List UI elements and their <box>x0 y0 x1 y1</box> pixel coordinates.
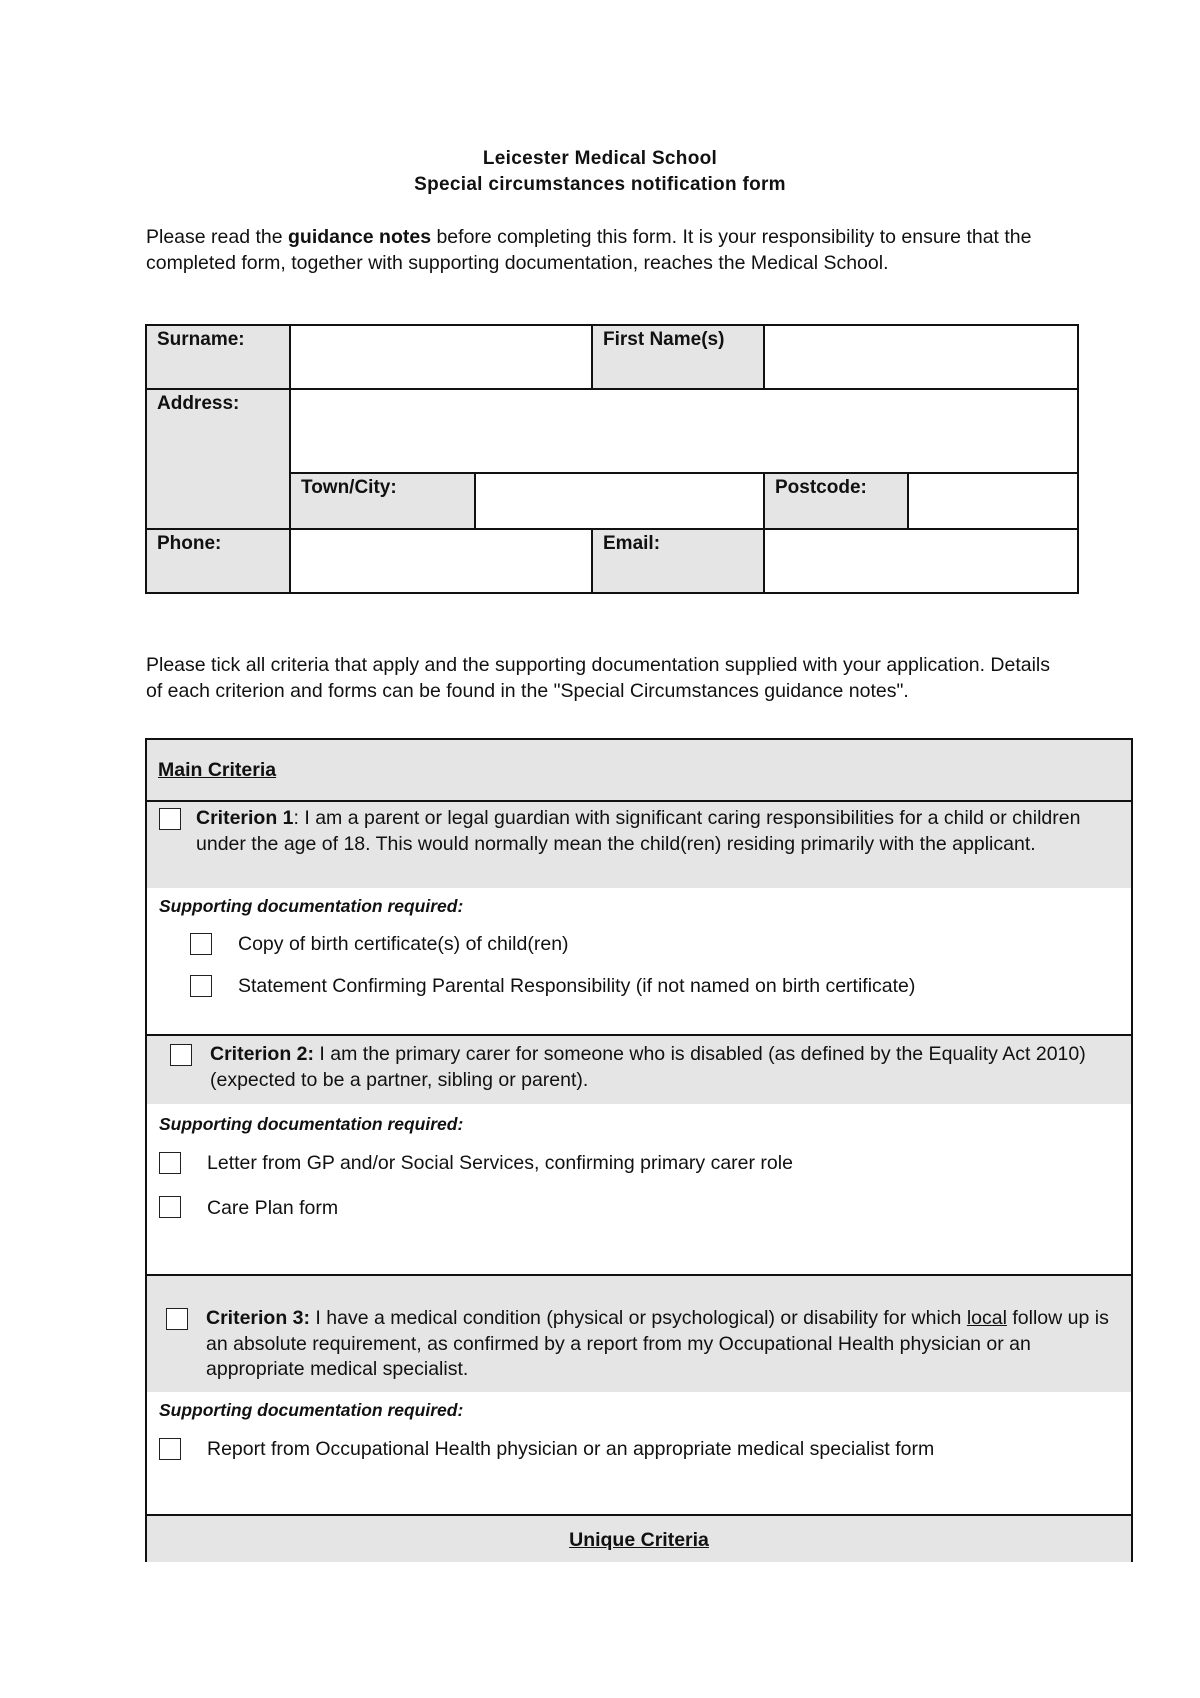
town-city-label: Town/City: <box>290 473 475 529</box>
doc-care-plan-checkbox[interactable] <box>159 1196 181 1218</box>
surname-field[interactable] <box>290 325 592 389</box>
doc-gp-letter: Letter from GP and/or Social Services, confirming primary carer role <box>207 1152 793 1174</box>
doc-birth-certificate: Copy of birth certificate(s) of child(ren) <box>238 933 569 955</box>
criterion-1-description: : I am a parent or legal guardian with significant caring responsibilities for a child or children under the age of 18. This would normally mean the child(ren) residing primarily with the applicant. <box>196 807 1081 855</box>
criterion-1-text <box>196 806 1126 857</box>
school-name: Leicester Medical School <box>482 148 718 169</box>
surname-label: Surname: <box>146 325 290 389</box>
town-city-field[interactable] <box>475 473 764 529</box>
doc-occupational-health-checkbox[interactable] <box>159 1438 181 1460</box>
address-label: Address: <box>146 389 290 529</box>
doc-parental-responsibility: Statement Confirming Parental Responsibility (if not named on birth certificate) <box>238 975 916 997</box>
criterion-2-checkbox[interactable] <box>170 1044 192 1066</box>
postcode-label: Postcode: <box>764 473 908 529</box>
criterion-2-text <box>210 1042 1122 1093</box>
criterion-3-local-emphasis: local <box>966 1307 1007 1329</box>
divider <box>145 1034 1133 1036</box>
divider <box>145 800 1133 802</box>
doc-occupational-health: Report from Occupational Health physician or an appropriate medical specialist form <box>207 1438 935 1460</box>
form-title: Special circumstances notification form <box>414 174 786 195</box>
supporting-docs-label: Supporting documentation required: <box>159 1400 464 1420</box>
email-field[interactable] <box>764 529 1078 593</box>
main-criteria-heading: Main Criteria <box>158 759 277 781</box>
first-names-label: First Name(s) <box>592 325 764 389</box>
criterion-3-description-start: I have a medical condition (physical or psychological) or disability for which <box>310 1307 967 1329</box>
criterion-2-label: Criterion 2: <box>210 1043 315 1065</box>
phone-field[interactable] <box>290 529 592 593</box>
intro-paragraph <box>146 224 1066 276</box>
postcode-field[interactable] <box>908 473 1078 529</box>
guidance-notes-emphasis: guidance notes <box>288 226 432 248</box>
doc-parental-responsibility-checkbox[interactable] <box>190 975 212 997</box>
unique-criteria-heading: Unique Criteria <box>569 1529 709 1551</box>
criterion-1-label: Criterion 1 <box>196 807 294 829</box>
doc-gp-letter-checkbox[interactable] <box>159 1152 181 1174</box>
doc-care-plan: Care Plan form <box>207 1197 339 1219</box>
divider <box>145 1514 1133 1516</box>
criteria-intro: Please tick all criteria that apply and the supporting documentation supplied with your application. Details of each criterion and forms can be found in the "Special Circumstances guidance notes". <box>146 654 1051 702</box>
criterion-3-text <box>206 1306 1128 1383</box>
supporting-docs-label: Supporting documentation required: <box>159 896 464 916</box>
personal-details-table <box>145 324 1079 594</box>
intro-text-start: Please read the <box>146 226 289 248</box>
first-names-field[interactable] <box>764 325 1078 389</box>
criterion-3-checkbox[interactable] <box>166 1308 188 1330</box>
criterion-2-description: I am the primary carer for someone who is disabled (as defined by the Equality Act 2010) (expected to be a partner, sibling or parent). <box>210 1043 1086 1091</box>
email-label: Email: <box>592 529 764 593</box>
doc-birth-certificate-checkbox[interactable] <box>190 933 212 955</box>
criterion-3-label: Criterion 3: <box>206 1307 311 1329</box>
criterion-3-description-end: follow up is an absolute requirement, as confirmed by a report from my Occupational Health physician or an appropriate medical specialist. <box>206 1307 1109 1380</box>
divider <box>145 1274 1133 1276</box>
intro-text-end: before completing this form. It is your responsibility to ensure that the completed form, together with supporting documentation, reaches the Medical School. <box>146 226 1032 274</box>
supporting-docs-label: Supporting documentation required: <box>159 1114 464 1134</box>
address-field[interactable] <box>290 389 1078 473</box>
phone-label: Phone: <box>146 529 290 593</box>
criterion-1-checkbox[interactable] <box>159 808 181 830</box>
